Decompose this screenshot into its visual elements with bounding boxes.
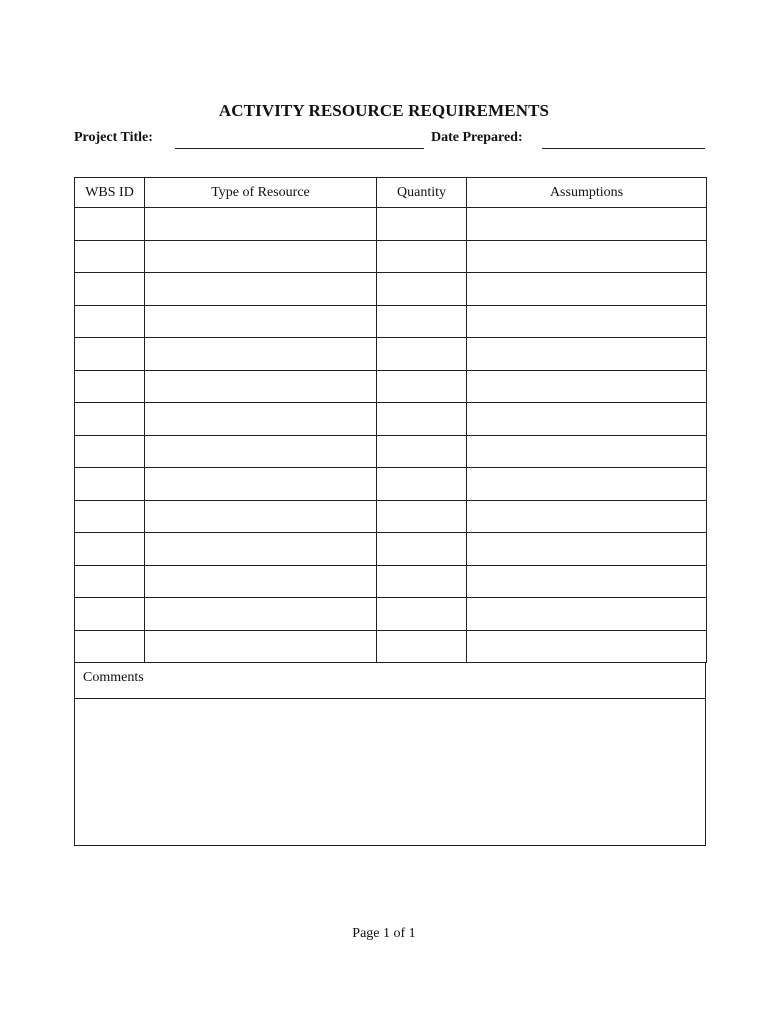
- type-of-resource-cell[interactable]: [145, 565, 377, 598]
- resource-requirements-table: [74, 177, 707, 663]
- table-row: [75, 565, 707, 598]
- wbs-id-cell[interactable]: [75, 338, 145, 371]
- table-row: [75, 598, 707, 631]
- column-header-wbs-id: WBS ID: [75, 178, 145, 208]
- quantity-cell[interactable]: [377, 370, 467, 403]
- page-title: ACTIVITY RESOURCE REQUIREMENTS: [218, 101, 550, 120]
- assumptions-cell[interactable]: [467, 565, 707, 598]
- type-of-resource-cell[interactable]: [145, 630, 377, 663]
- wbs-id-cell[interactable]: [75, 630, 145, 663]
- comments-label: Comments: [75, 663, 705, 699]
- date-prepared-field[interactable]: [542, 148, 705, 149]
- quantity-cell[interactable]: [377, 435, 467, 468]
- table-body: [75, 208, 707, 663]
- page-number: Page 1 of 1: [352, 926, 416, 941]
- table-row: [75, 468, 707, 501]
- quantity-cell[interactable]: [377, 500, 467, 533]
- table-row: [75, 338, 707, 371]
- wbs-id-cell[interactable]: [75, 305, 145, 338]
- assumptions-cell[interactable]: [467, 370, 707, 403]
- quantity-cell[interactable]: [377, 403, 467, 436]
- assumptions-cell[interactable]: [467, 273, 707, 306]
- quantity-cell[interactable]: [377, 338, 467, 371]
- table-row: [75, 403, 707, 436]
- project-title-field[interactable]: [175, 148, 424, 149]
- type-of-resource-cell[interactable]: [145, 240, 377, 273]
- table-row: [75, 500, 707, 533]
- wbs-id-cell[interactable]: [75, 370, 145, 403]
- quantity-cell[interactable]: [377, 240, 467, 273]
- assumptions-cell[interactable]: [467, 500, 707, 533]
- table-row: [75, 630, 707, 663]
- project-title-label: Project Title:: [74, 130, 153, 145]
- type-of-resource-cell[interactable]: [145, 273, 377, 306]
- wbs-id-cell[interactable]: [75, 208, 145, 241]
- assumptions-cell[interactable]: [467, 240, 707, 273]
- quantity-cell[interactable]: [377, 533, 467, 566]
- wbs-id-cell[interactable]: [75, 273, 145, 306]
- wbs-id-cell[interactable]: [75, 598, 145, 631]
- type-of-resource-cell[interactable]: [145, 598, 377, 631]
- wbs-id-cell[interactable]: [75, 468, 145, 501]
- assumptions-cell[interactable]: [467, 630, 707, 663]
- table-row: [75, 305, 707, 338]
- table-header-row: [75, 178, 707, 208]
- quantity-cell[interactable]: [377, 208, 467, 241]
- assumptions-cell[interactable]: [467, 403, 707, 436]
- assumptions-cell[interactable]: [467, 338, 707, 371]
- column-header-assumptions: Assumptions: [467, 178, 707, 208]
- table-row: [75, 208, 707, 241]
- quantity-cell[interactable]: [377, 305, 467, 338]
- quantity-cell[interactable]: [377, 598, 467, 631]
- type-of-resource-cell[interactable]: [145, 370, 377, 403]
- quantity-cell[interactable]: [377, 630, 467, 663]
- table-row: [75, 533, 707, 566]
- assumptions-cell[interactable]: [467, 533, 707, 566]
- wbs-id-cell[interactable]: [75, 500, 145, 533]
- table-row: [75, 273, 707, 306]
- wbs-id-cell[interactable]: [75, 533, 145, 566]
- quantity-cell[interactable]: [377, 273, 467, 306]
- column-header-quantity: Quantity: [377, 178, 467, 208]
- assumptions-cell[interactable]: [467, 435, 707, 468]
- type-of-resource-cell[interactable]: [145, 435, 377, 468]
- table-row: [75, 370, 707, 403]
- table-row: [75, 435, 707, 468]
- quantity-cell[interactable]: [377, 468, 467, 501]
- type-of-resource-cell[interactable]: [145, 305, 377, 338]
- wbs-id-cell[interactable]: [75, 403, 145, 436]
- type-of-resource-cell[interactable]: [145, 500, 377, 533]
- date-prepared-label: Date Prepared:: [431, 130, 523, 145]
- assumptions-cell[interactable]: [467, 305, 707, 338]
- wbs-id-cell[interactable]: [75, 565, 145, 598]
- assumptions-cell[interactable]: [467, 208, 707, 241]
- type-of-resource-cell[interactable]: [145, 338, 377, 371]
- type-of-resource-cell[interactable]: [145, 468, 377, 501]
- wbs-id-cell[interactable]: [75, 240, 145, 273]
- type-of-resource-cell[interactable]: [145, 403, 377, 436]
- comments-section: [74, 663, 706, 846]
- quantity-cell[interactable]: [377, 565, 467, 598]
- assumptions-cell[interactable]: [467, 468, 707, 501]
- assumptions-cell[interactable]: [467, 598, 707, 631]
- column-header-type-of-resource: Type of Resource: [145, 178, 377, 208]
- type-of-resource-cell[interactable]: [145, 208, 377, 241]
- wbs-id-cell[interactable]: [75, 435, 145, 468]
- table-row: [75, 240, 707, 273]
- comments-field[interactable]: [75, 699, 705, 845]
- type-of-resource-cell[interactable]: [145, 533, 377, 566]
